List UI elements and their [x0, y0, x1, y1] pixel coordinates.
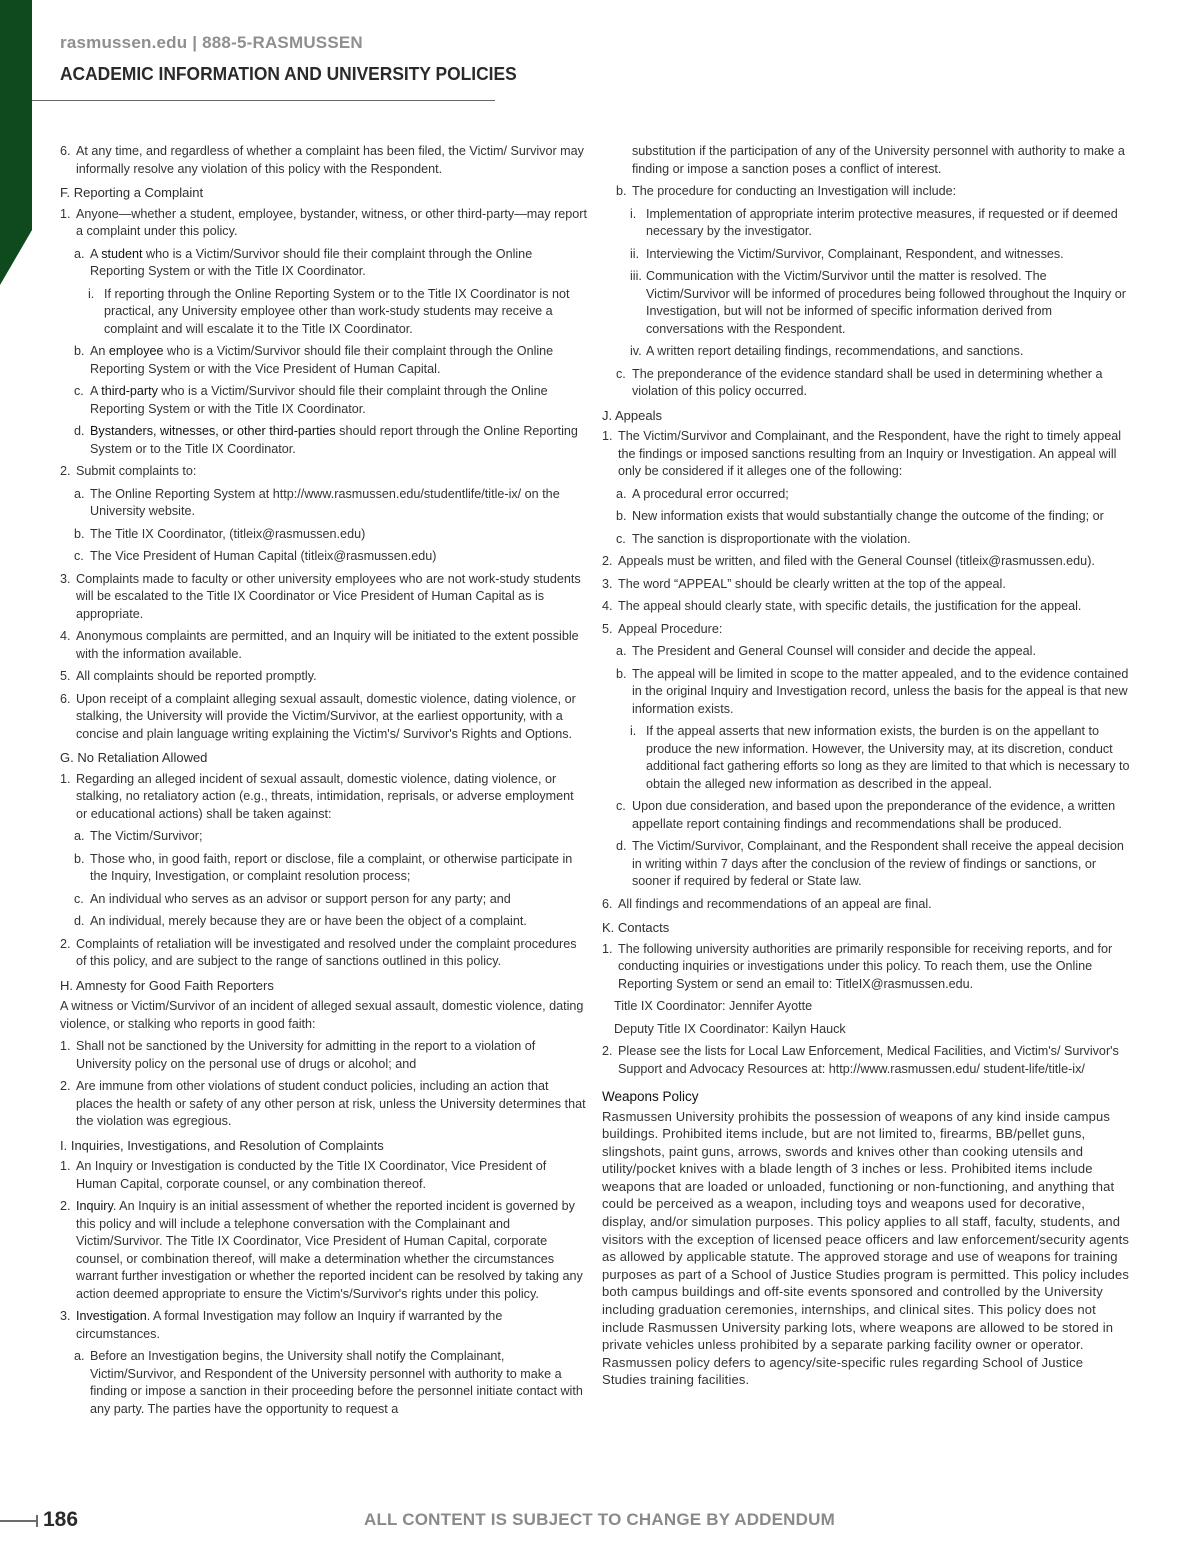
right-column: [602, 143, 1130, 1389]
list-item: 2. Are immune from other violations of student conduct policies, including an action that places the health or safety of any other person at risk, unless the University determines that the violation was egregious.: [60, 1079, 586, 1128]
list-item: 1. The following university authorities are primarily responsible for receiving reports, and for conducting inquiries or investigations under this policy. To reach them, use the Online Reporting System or send an email to: TitleIX@rasmussen.edu.: [602, 941, 1113, 991]
contact-deputy-coordinator: Deputy Title IX Coordinator: Kailyn Hauck: [614, 1021, 846, 1036]
list-item: a. The President and General Counsel will consider and decide the appeal.: [616, 644, 1036, 658]
continued-text: substitution if the participation of any of the University personnel with authority to make a finding or impose a sanction poses a conflict of interest.: [632, 144, 1125, 176]
list-item: 6. All findings and recommendations of an appeal are final.: [602, 896, 932, 911]
list-item: 3. The word “APPEAL” should be clearly written at the top of the appeal.: [602, 576, 1006, 591]
list-item: a. A student who is a Victim/Survivor should file their complaint through the Online Reporting System or with the Title IX Coordinator.: [74, 246, 533, 278]
list-item: iii. Communication with the Victim/Survivor until the matter is resolved. The Victim/Survivor will be informed of procedures being followed throughout the Inquiry or Investigation, but will not be informed of specific information derived from conversations with the Respondent.: [630, 269, 1126, 336]
list-item: c. The sanction is disproportionate with the violation.: [616, 531, 911, 546]
list-item: 2. Submit complaints to:: [60, 464, 197, 478]
footer-tick: [36, 1515, 38, 1527]
list-item: 1. Anyone—whether a student, employee, bystander, witness, or other third-party—may report a complaint under this policy.: [60, 206, 587, 238]
list-item: b. Those who, in good faith, report or disclose, file a complaint, or otherwise participate in the Inquiry, Investigation, or complaint resolution process;: [74, 851, 573, 883]
list-item: b. An employee who is a Victim/Survivor should file their complaint through the Online Reporting System or with the Vice President of Human Capital.: [74, 344, 554, 376]
paragraph: A witness or Victim/Survivor of an incident of alleged sexual assault, domestic violence, dating violence, or stalking who reports in good faith:: [60, 999, 584, 1031]
list-item: 5. All complaints should be reported promptly.: [60, 669, 317, 683]
list-item: 1. Shall not be sanctioned by the University for admitting in the report to a violation of University policy on the personal use of drugs or alcohol; and: [60, 1039, 536, 1071]
list-item: 2. Complaints of retaliation will be investigated and resolved under the complaint procedures of this policy, and are subject to the range of sanctions outlined in this policy.: [60, 936, 577, 968]
list-item: b. The procedure for conducting an Investigation will include:: [616, 184, 957, 198]
header-divider: [32, 100, 495, 101]
contact-title-ix-coordinator: Title IX Coordinator: Jennifer Ayotte: [614, 999, 813, 1013]
list-item: a. The Online Reporting System at http://www.rasmussen.edu/studentlife/title-ix/ on the University website.: [74, 486, 560, 518]
list-item: 2. Appeals must be written, and filed with the General Counsel (titleix@rasmussen.edu).: [602, 554, 1095, 568]
section-heading-g: G. No Retaliation Allowed: [60, 750, 208, 765]
list-item: a. A procedural error occurred;: [616, 486, 789, 501]
section-heading-j: J. Appeals: [602, 407, 662, 423]
section-heading-i: I. Inquiries, Investigations, and Resolution of Complaints: [60, 1137, 384, 1153]
list-item: 5. Appeal Procedure:: [602, 621, 723, 636]
weapons-policy-text: Rasmussen University prohibits the possession of weapons of any kind inside campus buildings. Prohibited items include, but are not limited to, firearms, BB/pellet guns, slingshots, paint guns, arrows, swords and knives other than cooking utensils and utility/pocket knives with a blade length of 3 inches or less. Prohibited items include weapons that are loaded or unloaded, functioning or non-functioning, and anything that could be perceived as a weapon, including toys and weapons used for decorative, display, and/or simulation purposes. This policy applies to all staff, faculty, students, and visitors with the exception of licensed peace officers and law enforcement/security agents as allowed by applicable statute. The approved storage and use of weapons for training purposes as part of a School of Justice Studies program is permitted. This policy includes both campus buildings and off-site events sponsored and controlled by the University including graduation ceremonies, internships, and clinical sites. This policy does not include Rasmussen University parking lots, where weapons are allowed to be stored in private vehicles unless prohibited by a separate parking facility owner or operator. Rasmussen policy defers to agency/site-specific rules regarding School of Justice Studies training facilities.: [602, 1108, 1130, 1388]
list-item: 1. An Inquiry or Investigation is conducted by the Title IX Coordinator, Vice President of Human Capital, corporate counsel, or any combination thereof.: [60, 1159, 547, 1191]
list-item: c. An individual who serves as an advisor or support person for any party; and: [74, 891, 511, 906]
list-item: a. Before an Investigation begins, the University shall notify the Complainant, Victim/Survivor, and Respondent of the University personnel with authority to make a finding or impose a sanction in their proceeding before the personnel initiate contact with any party. The parties have the opportunity to request a: [74, 1349, 583, 1416]
list-item: i. If reporting through the Online Reporting System or to the Title IX Coordinator is not practical, any University employee other than work-study students may receive a complaint and will escalate it to the Title IX Coordinator.: [88, 286, 570, 336]
list-item: 2. Inquiry. An Inquiry is an initial assessment of whether the reported incident is governed by this policy and will include a telephone conversation with the Complainant and Victim/Survivor. The Title IX Coordinator, Vice President of Human Capital, corporate counsel, or combination thereof, will make a determination whether the circumstances warrant further investigation or whether the reported incident can be resolved by taking any action deemed appropriate to ensure the Victim's/Survivor's rights under this policy.: [60, 1199, 583, 1301]
list-item: 6. Upon receipt of a complaint alleging sexual assault, domestic violence, dating violence, or stalking, the University will provide the Victim/Survivor, at the earliest opportunity, with a concise and plain language writing explaining the Victim's/ Survivor's Rights and Options.: [60, 691, 576, 741]
brand-sidebar-bar: [0, 0, 32, 230]
section-heading-f: F. Reporting a Complaint: [60, 185, 204, 200]
list-item: c. Upon due consideration, and based upon the preponderance of the evidence, a written appellate report containing findings and recommendations shall be produced.: [616, 799, 1116, 831]
list-item: ii. Interviewing the Victim/Survivor, Complainant, Respondent, and witnesses.: [630, 246, 1064, 261]
list-item: 4. Anonymous complaints are permitted, and an Inquiry will be initiated to the extent possible with the information available.: [60, 629, 579, 661]
list-item: d. An individual, merely because they are or have been the object of a complaint.: [74, 914, 527, 928]
list-item: b. New information exists that would substantially change the outcome of the finding; or: [616, 509, 1104, 523]
list-item: 2. Please see the lists for Local Law Enforcement, Medical Facilities, and Victim's/ Survivor's Support and Advocacy Resources at: http://www.rasmussen.edu/ student-life/title-ix/: [602, 1044, 1119, 1076]
section-title: ACADEMIC INFORMATION AND UNIVERSITY POLICIES: [60, 63, 517, 84]
list-item: i. If the appeal asserts that new information exists, the burden is on the appellant to produce the new information. However, the University may, at its discretion, conduct additional fact gathering efforts so long as they are limited to that which is necessary to obtain the alleged new information as described in the appeal.: [630, 724, 1130, 791]
list-item: c. The preponderance of the evidence standard shall be used in determining whether a violation of this policy occurred.: [616, 366, 1103, 398]
list-item: c. The Vice President of Human Capital (titleix@rasmussen.edu): [74, 549, 437, 563]
left-column: [60, 143, 588, 1423]
section-heading-h: H. Amnesty for Good Faith Reporters: [60, 977, 274, 993]
list-item: iv. A written report detailing findings, recommendations, and sanctions.: [630, 344, 1024, 358]
list-item: 4. The appeal should clearly state, with specific details, the justification for the appeal.: [602, 599, 1082, 613]
weapons-policy-heading: Weapons Policy: [602, 1089, 699, 1104]
list-item: 1. Regarding an alleged incident of sexual assault, domestic violence, dating violence, or stalking, no retaliatory action (e.g., threats, intimidation, reprisals, or adverse employment or educational actions) shall be taken against:: [60, 771, 574, 821]
list-item: b. The appeal will be limited in scope to the matter appealed, and to the evidence contained in the original Inquiry and Investigation record, unless the basis for the appeal is that new information exists.: [616, 666, 1129, 716]
brand-sidebar-tab: [0, 230, 32, 285]
list-item: 3. Investigation. A formal Investigation may follow an Inquiry if warranted by the circumstances.: [60, 1309, 503, 1341]
list-item: 3. Complaints made to faculty or other university employees who are not work-study students will be escalated to the Title IX Coordinator or Vice President of Human Capital as is appropriate.: [60, 571, 581, 621]
footer-note: ALL CONTENT IS SUBJECT TO CHANGE BY ADDENDUM: [364, 1510, 835, 1529]
list-item: 1. The Victim/Survivor and Complainant, and the Respondent, have the right to timely appeal the findings or imposed sanctions resulting from an Inquiry or Investigation. An appeal will only be considered if it alleges one of the following:: [602, 429, 1122, 478]
list-item: a. The Victim/Survivor;: [74, 829, 203, 843]
page-number: 186: [43, 1508, 79, 1531]
section-heading-k: K. Contacts: [602, 920, 670, 935]
list-item: i. Implementation of appropriate interim protective measures, if requested or if deemed necessary by the investigator.: [630, 206, 1118, 238]
list-item: b. The Title IX Coordinator, (titleix@rasmussen.edu): [74, 526, 366, 541]
footer-rule: [0, 1520, 36, 1522]
list-item: d. Bystanders, witnesses, or other third-parties should report through the Online Reporting System or to the Title IX Coordinator.: [74, 424, 578, 456]
list-item: c. A third-party who is a Victim/Survivor should file their complaint through the Online Reporting System or with the Title IX Coordinator.: [74, 384, 548, 416]
list-item: 6. At any time, and regardless of whether a complaint has been filed, the Victim/ Survivor may informally resolve any violation of this policy with the Respondent.: [60, 144, 584, 176]
list-item: d. The Victim/Survivor, Complainant, and the Respondent shall receive the appeal decision in writing within 7 days after the conclusion of the review of findings or sanctions, or sooner if required by federal or State law.: [616, 839, 1124, 888]
site-contact-line: rasmussen.edu | 888-5-RASMUSSEN: [60, 33, 363, 52]
